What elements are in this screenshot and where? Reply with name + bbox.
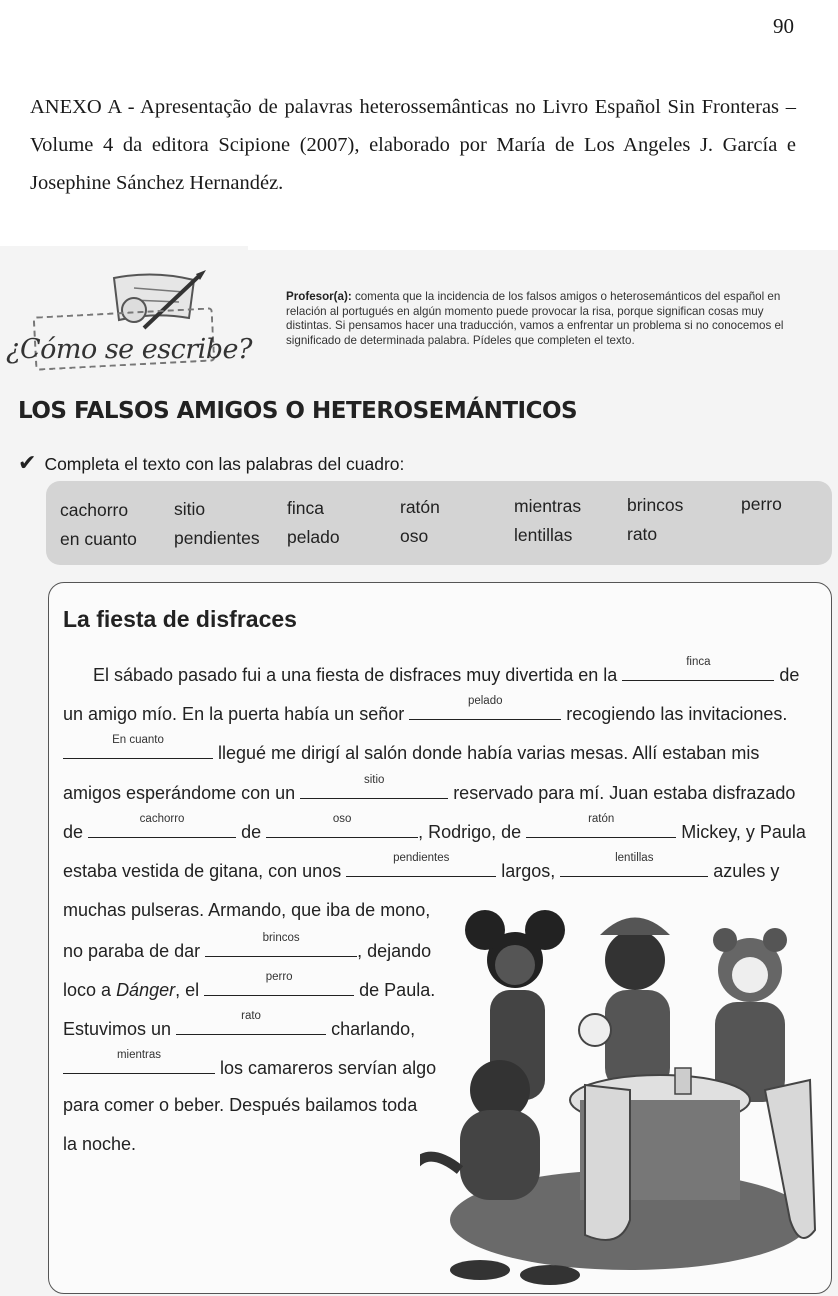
story-text: de Paula. xyxy=(359,980,436,1000)
story-text: Dánger xyxy=(116,980,176,1000)
answer-text: finca xyxy=(686,656,711,668)
answer-text: lentillas xyxy=(615,852,654,864)
story-text: recogiendo las invitaciones. xyxy=(566,704,788,724)
answer-text: sitio xyxy=(363,774,385,786)
story-text: charlando, xyxy=(331,1019,416,1039)
story-line xyxy=(63,932,432,962)
page-number: 90 xyxy=(773,14,794,38)
story-text: loco a xyxy=(63,980,112,1000)
story-line xyxy=(63,774,796,804)
story-text: de xyxy=(63,822,84,842)
annex-caption: ANEXO A - Apresentação de palavras heterossemânticas no Livro Español Sin Fronteras – Volume 4 da editora Scipione (2007), elaborado por María de Los Angeles J. García e Josephine Sánchez Hernandéz. xyxy=(30,96,796,194)
story-line xyxy=(63,852,780,882)
teacher-note-label: Profesor(a): xyxy=(286,290,352,303)
word-bank-item: en cuanto xyxy=(60,529,137,549)
scan-edge xyxy=(248,246,838,250)
story-line xyxy=(63,1134,136,1155)
story-text: El sábado pasado fui a una fiesta de disfraces muy divertida en la xyxy=(93,665,618,685)
word-bank-item: lentillas xyxy=(514,525,573,545)
story-line xyxy=(63,1049,437,1079)
word-bank-item: oso xyxy=(400,526,429,546)
instruction-text: Completa el texto con las palabras del cuadro: xyxy=(44,454,405,474)
story-line xyxy=(63,813,806,843)
answer-blank xyxy=(88,813,236,838)
costume-party-icon xyxy=(420,890,830,1290)
answer-text: brincos xyxy=(262,932,300,944)
answer-blank xyxy=(204,971,354,996)
story-line xyxy=(63,1010,416,1040)
party-illustration xyxy=(420,890,830,1290)
answer-blank xyxy=(560,852,708,877)
story-text: no paraba de dar xyxy=(63,941,201,961)
answer-blank xyxy=(63,734,213,759)
story-text: estaba vestida de gitana, con unos xyxy=(63,861,342,881)
word-bank-item: ratón xyxy=(400,497,440,517)
story-text: llegué me dirigí al salón donde había varias mesas. Allí estaban mis xyxy=(218,743,760,763)
teacher-note-text: comenta que la incidencia de los falsos amigos o heterosemánticos del español en relación al portugués en algún momento puede provocar la risa, porque significan cosas muy distintas. Si pensamos hacer una traducción, vamos a enfrentar un problema si no conocemos el significado de determinada palabra. Pídeles que completen el texto. xyxy=(286,290,784,347)
section-logo-text: ¿Cómo se escribe? xyxy=(6,334,252,365)
story-text: los camareros servían algo xyxy=(220,1058,437,1078)
answer-text: pelado xyxy=(467,695,503,707)
answer-text: pendientes xyxy=(393,852,450,864)
word-bank-item: pelado xyxy=(287,527,340,547)
story-text: azules y xyxy=(713,861,780,881)
answer-blank xyxy=(176,1010,326,1035)
answer-text: rato xyxy=(241,1010,261,1022)
story-text: la noche. xyxy=(63,1134,137,1154)
answer-blank xyxy=(63,1049,215,1074)
story-text: , dejando xyxy=(357,941,432,961)
answer-text: mientras xyxy=(116,1049,162,1061)
story-text: Estuvimos un xyxy=(63,1019,172,1039)
section-title: LOS FALSOS AMIGOS O HETEROSEMÁNTICOS xyxy=(18,398,578,424)
story-text: para comer o beber. Después bailamos toda xyxy=(63,1095,418,1115)
story-text: Mickey, y Paula xyxy=(681,822,806,842)
story-line xyxy=(63,1095,417,1116)
answer-blank xyxy=(409,695,561,720)
story-line xyxy=(93,656,800,686)
word-bank-item: perro xyxy=(741,494,782,514)
answer-blank xyxy=(346,852,496,877)
story-text: , el xyxy=(175,980,200,1000)
answer-text: En cuanto xyxy=(112,734,164,746)
story-text: reservado para mí. Juan estaba disfrazado xyxy=(453,783,796,803)
word-bank-item: finca xyxy=(287,498,324,518)
answer-text: cachorro xyxy=(139,813,185,825)
answer-blank xyxy=(622,656,774,681)
word-bank-item: sitio xyxy=(174,499,206,519)
story-text: un amigo mío. En la puerta había un señor xyxy=(63,704,405,724)
story-text: amigos esperándome con un xyxy=(63,783,296,803)
word-bank-item: brincos xyxy=(627,495,684,515)
checkmark-icon: ✔ xyxy=(18,450,37,475)
story-line xyxy=(63,971,436,1001)
story-line xyxy=(63,900,430,921)
story-text: muchas pulseras. Armando, que iba de mono, xyxy=(63,900,431,920)
answer-text: oso xyxy=(332,813,352,825)
story-line xyxy=(63,734,760,764)
story-title: La fiesta de disfraces xyxy=(63,606,297,632)
story-text: largos, xyxy=(501,861,556,881)
word-bank-item: pendientes xyxy=(174,528,260,548)
word-bank-item: cachorro xyxy=(60,500,129,520)
answer-text: perro xyxy=(265,971,293,983)
answer-blank xyxy=(526,813,676,838)
story-text: de xyxy=(779,665,800,685)
word-bank-item: mientras xyxy=(514,496,582,516)
instruction xyxy=(18,450,404,476)
answer-blank xyxy=(266,813,418,838)
teacher-note xyxy=(286,290,806,348)
story-line xyxy=(63,695,788,725)
answer-blank xyxy=(300,774,448,799)
word-bank-item: rato xyxy=(627,524,658,544)
answer-text: ratón xyxy=(588,813,615,825)
story-text: , Rodrigo, de xyxy=(418,822,522,842)
story-text: de xyxy=(241,822,262,842)
word-bank xyxy=(46,481,832,565)
answer-blank xyxy=(205,932,357,957)
